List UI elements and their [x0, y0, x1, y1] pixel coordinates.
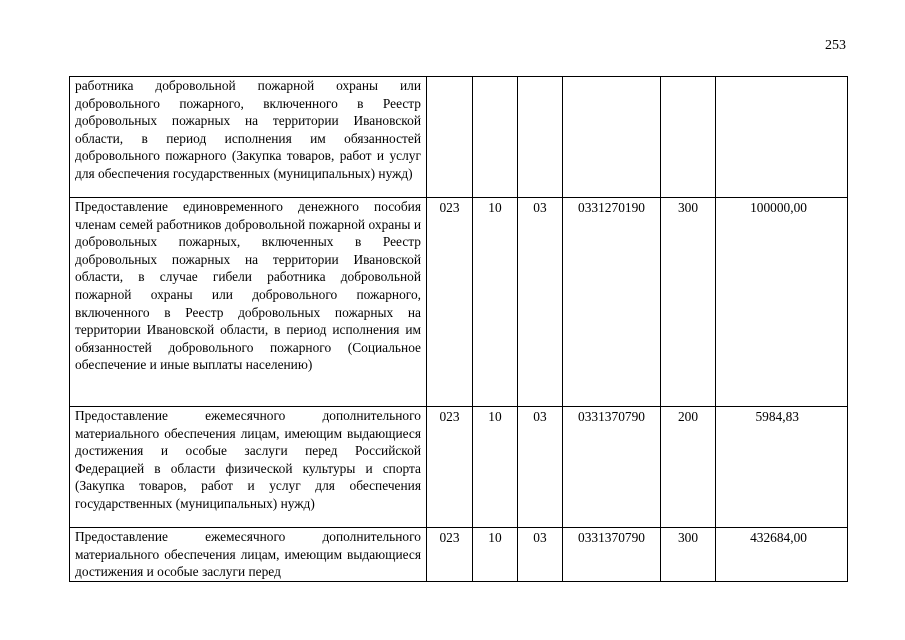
amount-value: 5984,83 — [716, 407, 848, 528]
target-code: 0331370790 — [563, 528, 661, 582]
target-code: 0331270190 — [563, 198, 661, 407]
subsection-code: 03 — [518, 198, 563, 407]
row-description: Предоставление ежемесячного дополнительного материального обеспечения лицам, имеющим выдающиеся достижения и особые заслуги перед — [70, 528, 427, 582]
ministry-code: 023 — [427, 198, 473, 407]
table-row — [70, 528, 848, 582]
budget-table — [69, 76, 848, 582]
subsection-code: 03 — [518, 407, 563, 528]
ministry-code — [427, 77, 473, 198]
row-description: работника добровольной пожарной охраны или добровольного пожарного, включенного в Реестр добровольных пожарных на территории Ивановской области, в период исполнения им обязанностей добровольного пожарного (Закупка товаров, работ и услуг для обеспечения государственных (муниципальных) нужд) — [70, 77, 427, 198]
expense-type-code: 200 — [661, 407, 716, 528]
section-code: 10 — [473, 407, 518, 528]
page-number: 253 — [825, 38, 846, 53]
amount-value — [716, 77, 848, 198]
table-row — [70, 198, 848, 407]
target-code: 0331370790 — [563, 407, 661, 528]
section-code: 10 — [473, 198, 518, 407]
expense-type-code: 300 — [661, 528, 716, 582]
table-row — [70, 77, 848, 198]
target-code — [563, 77, 661, 198]
amount-value: 100000,00 — [716, 198, 848, 407]
section-code: 10 — [473, 528, 518, 582]
ministry-code: 023 — [427, 528, 473, 582]
ministry-code: 023 — [427, 407, 473, 528]
expense-type-code: 300 — [661, 198, 716, 407]
subsection-code — [518, 77, 563, 198]
expense-type-code — [661, 77, 716, 198]
section-code — [473, 77, 518, 198]
row-description: Предоставление ежемесячного дополнительного материального обеспечения лицам, имеющим выдающиеся достижения и особые заслуги перед Российской Федерацией в области физической культуры и спорта (Закупка товаров, работ и услуг для обеспечения государственных (муниципальных) нужд) — [70, 407, 427, 528]
subsection-code: 03 — [518, 528, 563, 582]
amount-value: 432684,00 — [716, 528, 848, 582]
table-row — [70, 407, 848, 528]
row-description: Предоставление единовременного денежного пособия членам семей работников добровольной пожарной охраны и добровольных пожарных, включенных в Реестр добровольных пожарных на территории Ивановской области, в случае гибели работника добровольной пожарной охраны или добровольного пожарного, включенного в Реестр добровольных пожарных на территории Ивановской области, в период исполнения им обязанностей добровольного пожарного (Социальное обеспечение и иные выплаты населению) — [70, 198, 427, 407]
